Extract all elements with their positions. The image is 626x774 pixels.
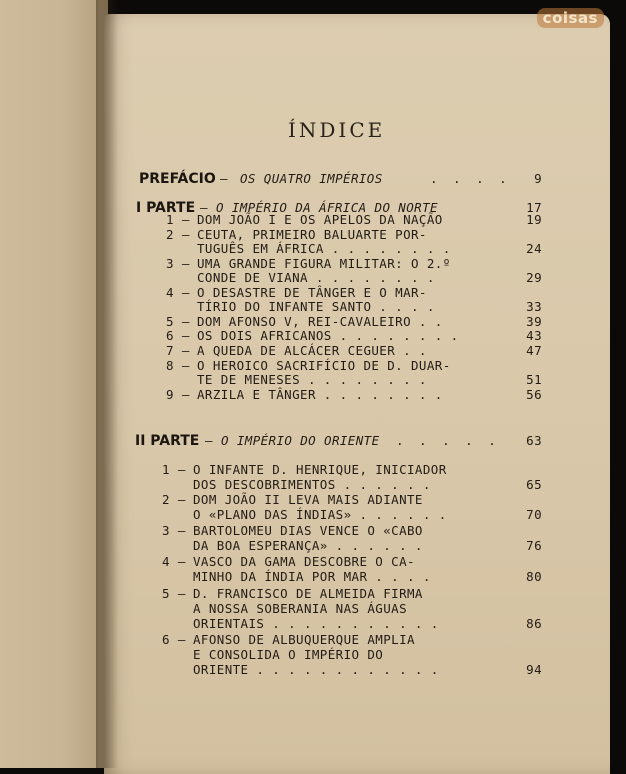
- book-gutter-shadow: [96, 0, 118, 768]
- toc-entry-number: 3 —: [162, 523, 186, 538]
- toc-entry-title-line: A QUEDA DE ALCÁCER CEGUER . .: [197, 343, 427, 358]
- toc-entry-title-line: ORIENTE . . . . . . . . . . . .: [193, 662, 439, 677]
- toc-entry-number: 6 —: [166, 328, 190, 343]
- toc-entry-title-line: A NOSSA SOBERANIA NAS ÁGUAS: [193, 601, 407, 616]
- parte1-label: I PARTE: [136, 200, 196, 216]
- toc-entry-page: 24: [526, 241, 542, 256]
- left-facing-page: [0, 0, 108, 768]
- toc-entry-page: 47: [526, 343, 542, 358]
- toc-entry-number: 1 —: [162, 462, 186, 477]
- toc-entry-page: 51: [526, 372, 542, 387]
- toc-entry-number: 4 —: [162, 554, 186, 569]
- toc-entry-title-line: TUGUÊS EM ÁFRICA . . . . . . . .: [197, 241, 451, 256]
- toc-entry-title-line: OS DOIS AFRICANOS . . . . . . . .: [197, 328, 459, 343]
- parte1-title: O IMPÉRIO DA ÁFRICA DO NORTE: [216, 200, 438, 215]
- toc-entry-title-line: CEUTA, PRIMEIRO BALUARTE POR-: [197, 227, 427, 242]
- toc-entry-number: 5 —: [166, 314, 190, 329]
- toc-entry-page: 56: [526, 387, 542, 402]
- prefacio-leader: . . . .: [430, 171, 511, 186]
- toc-entry-number: 5 —: [162, 586, 186, 601]
- toc-entry-title-line: CONDE DE VIANA . . . . . . . .: [197, 270, 435, 285]
- toc-entry-page: 65: [526, 477, 542, 492]
- toc-entry-page: 70: [526, 507, 542, 522]
- toc-entry-page: 33: [526, 299, 542, 314]
- toc-entry-page: 94: [526, 662, 542, 677]
- toc-entry-title-line: DA BOA ESPERANÇA» . . . . . .: [193, 538, 423, 553]
- toc-entry-number: 7 —: [166, 343, 190, 358]
- prefacio-dash: —: [220, 171, 228, 186]
- toc-entry-number: 4 —: [166, 285, 190, 300]
- parte2-dash: —: [205, 433, 213, 448]
- toc-entry-title-line: DOM AFONSO V, REI-CAVALEIRO . .: [197, 314, 443, 329]
- toc-entry-title-line: MINHO DA ÍNDIA POR MAR . . . .: [193, 569, 431, 584]
- toc-entry-number: 2 —: [166, 227, 190, 242]
- toc-entry-title-line: AFONSO DE ALBUQUERQUE AMPLIA: [193, 632, 415, 647]
- prefacio-label: PREFÁCIO: [139, 171, 216, 187]
- toc-entry-title-line: VASCO DA GAMA DESCOBRE O CA-: [193, 554, 415, 569]
- parte1-dash: —: [200, 200, 208, 215]
- toc-entry-page: 80: [526, 569, 542, 584]
- toc-entry-title-line: TE DE MENESES . . . . . . . .: [197, 372, 427, 387]
- toc-entry-page: 39: [526, 314, 542, 329]
- toc-entry-page: 29: [526, 270, 542, 285]
- toc-entry-title-line: O «PLANO DAS ÍNDIAS» . . . . . .: [193, 507, 447, 522]
- toc-entry-title-line: BARTOLOMEU DIAS VENCE O «CABO: [193, 523, 423, 538]
- toc-entry-title-line: UMA GRANDE FIGURA MILITAR: O 2.º: [197, 256, 451, 271]
- toc-entry-page: 43: [526, 328, 542, 343]
- parte2-title: O IMPÉRIO DO ORIENTE: [221, 433, 380, 448]
- toc-entry-title-line: DOM JOÃO II LEVA MAIS ADIANTE: [193, 492, 423, 507]
- toc-entry-number: 1 —: [166, 212, 190, 227]
- prefacio-page: 9: [534, 171, 542, 186]
- toc-entry-number: 2 —: [162, 492, 186, 507]
- toc-entry-title-line: O HEROICO SACRIFÍCIO DE D. DUAR-: [197, 358, 451, 373]
- toc-entry-title-line: D. FRANCISCO DE ALMEIDA FIRMA: [193, 586, 423, 601]
- parte2-leader: . . . . .: [396, 433, 500, 448]
- page-title: ÍNDICE: [288, 118, 386, 142]
- toc-entry-title-line: DOS DESCOBRIMENTOS . . . . . .: [193, 477, 431, 492]
- toc-entry-number: 8 —: [166, 358, 190, 373]
- parte2-page: 63: [526, 433, 542, 448]
- toc-entry-page: 19: [526, 212, 542, 227]
- toc-entry-title-line: O DESASTRE DE TÂNGER E O MAR-: [197, 285, 427, 300]
- toc-entry-number: 3 —: [166, 256, 190, 271]
- prefacio-title: OS QUATRO IMPÉRIOS: [240, 171, 383, 186]
- toc-entry-title-line: E CONSOLIDA O IMPÉRIO DO: [193, 647, 384, 662]
- toc-entry-page: 86: [526, 616, 542, 631]
- toc-entry-page: 76: [526, 538, 542, 553]
- toc-entry-title-line: TÍRIO DO INFANTE SANTO . . . .: [197, 299, 435, 314]
- toc-entry-title-line: O INFANTE D. HENRIQUE, INICIADOR: [193, 462, 447, 477]
- parte2-label: II PARTE: [135, 433, 200, 449]
- parte1-page: 17: [526, 200, 542, 215]
- toc-entry-number: 6 —: [162, 632, 186, 647]
- toc-entry-title-line: ARZILA E TÂNGER . . . . . . . .: [197, 387, 443, 402]
- toc-entry-title-line: ORIENTAIS . . . . . . . . . . .: [193, 616, 439, 631]
- toc-entry-number: 9 —: [166, 387, 190, 402]
- toc-entry-title-line: DOM JOÃO I E OS APELOS DA NAÇÃO: [197, 212, 443, 227]
- watermark-logo: coisas: [537, 8, 604, 28]
